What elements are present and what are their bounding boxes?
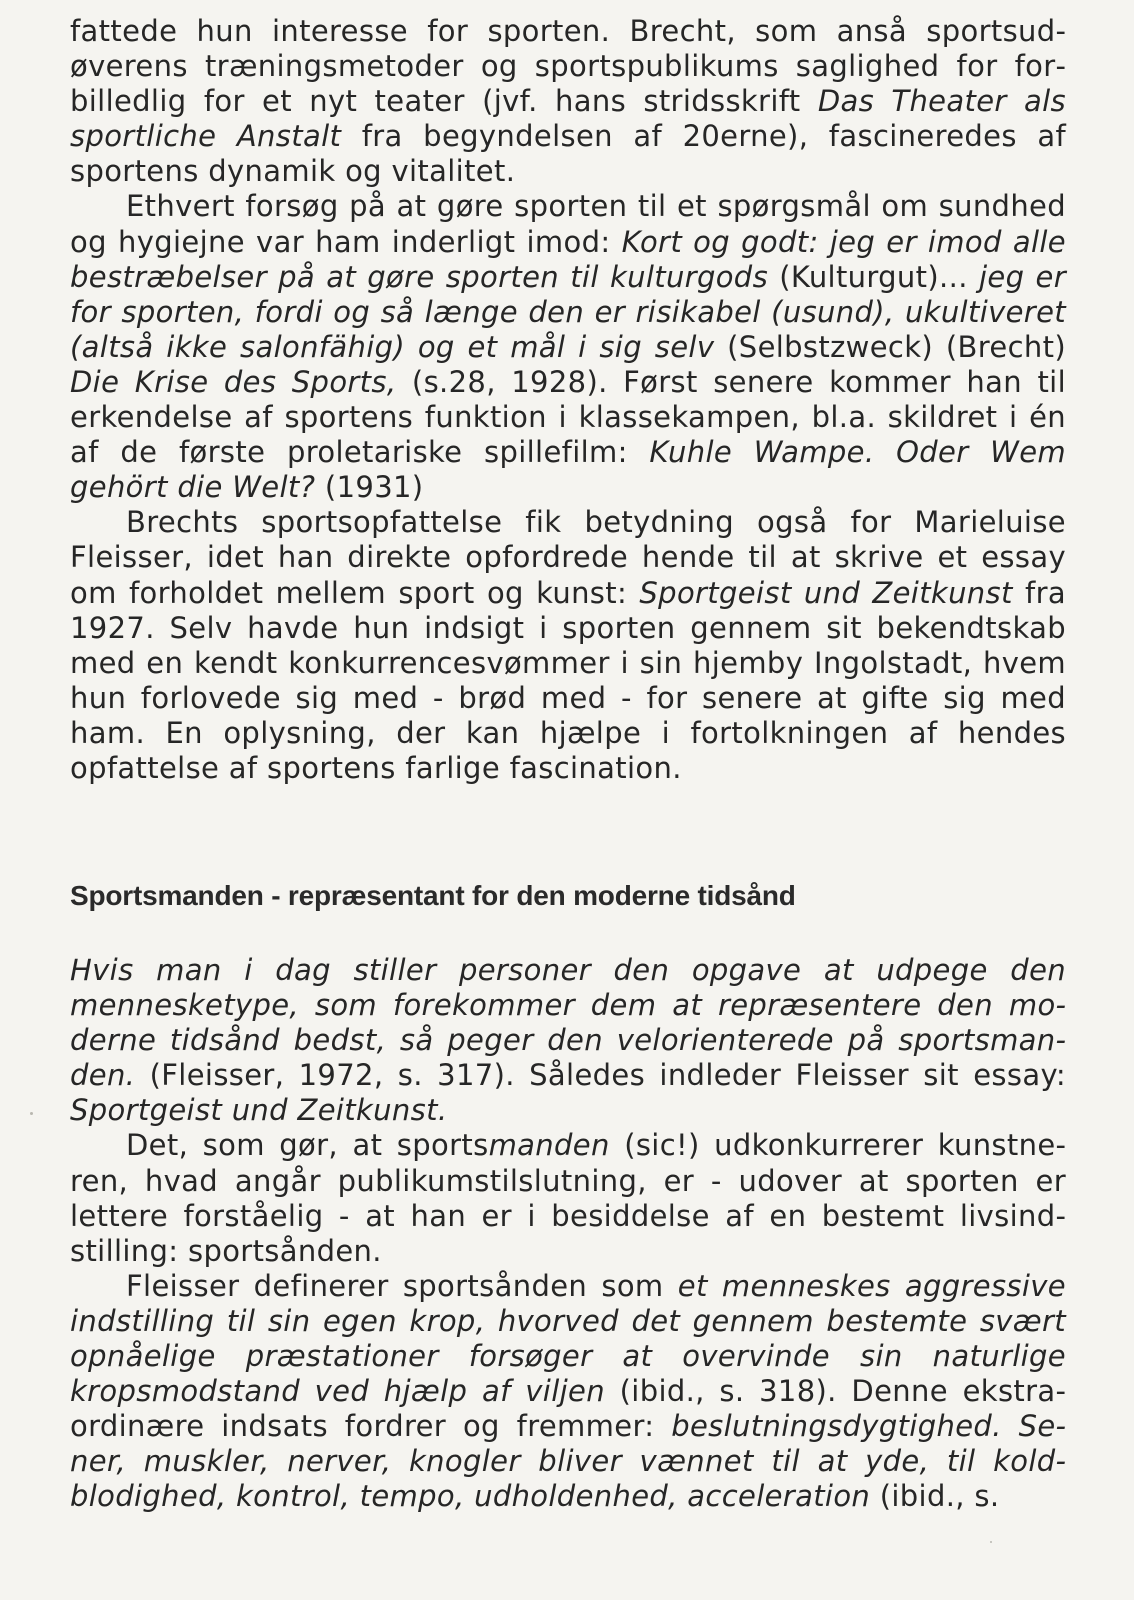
paragraph (70, 1269, 1066, 1515)
italic-text: et menneskes aggressive indstilling til sin egen krop, hvorved det gennem bestemte svært opnåelige præstationer forsøger at overvinde sin naturlige kropsmodstand ved hjælp af viljen (70, 1268, 1066, 1409)
italic-text: Kort og godt: jeg er imod alle bestræbelser på at gøre sporten til kulturgods (70, 224, 1066, 294)
paper-speck (990, 1541, 992, 1543)
text: (Fleisser, 1972, s. 317). Således indleder Fleisser sit essay: (135, 1058, 1066, 1093)
text: Brechts sportsopfattelse fik betydning også for Marieluise Fleisser, idet han direkte opfordrede hende til at skrive et essay om forholdet mellem sport og kunst: (70, 505, 1066, 610)
paragraph (70, 505, 1066, 786)
text: Fleisser definerer sportsånden som (126, 1268, 678, 1303)
paragraph (70, 14, 1066, 189)
italic-text: Sportgeist und Zeitkunst. (70, 1093, 448, 1128)
text: fra 1927. Selv havde hun indsigt i sporten gennem sit bekendtskab med en kendt konkurrencesvømmer i sin hjemby Ingolstadt, hvem hun forlovede sig med - brød med - for senere at gifte sig med ham. En oplysning, der kan hjælpe i fortolkningen af hendes opfattelse af sportens farlige fascination. (70, 575, 1066, 785)
text: (Kulturgut)... (768, 259, 979, 294)
text: fattede hun interesse for sporten. Brecht, som anså sportsudøverens træningsmetoder og sportspublikums saglighed for forbilledlig for et nyt teater (jvf. hans stridsskrift (70, 14, 1066, 119)
italic-text: Hvis man i dag stiller personer den opgave at udpege den mennesketype, som forekommer dem at repræsentere den moderne tidsånd bedst, så peger den velorienterede på sportsmanden. (70, 953, 1066, 1093)
italic-text: beslutningsdygtighed. Sener, muskler, nerver, knogler bliver vænnet til at yde, til koldblodighed, kontrol, tempo, udholdenhed, acceleration (70, 1409, 1067, 1514)
paper-speck (30, 1112, 33, 1115)
section-heading: Sportsmanden - repræsentant for den moderne tidsånd (70, 880, 796, 911)
text: fra begyndelsen af 20erne), fascineredes af sportens dynamik og vitalitet. (70, 119, 1067, 189)
italic-text: Das Theater als sportliche Anstalt (70, 84, 1066, 154)
text: (ibid., s. (870, 1479, 1000, 1514)
italic-text: Sportgeist und Zeitkunst (639, 575, 1013, 610)
text: Det, som gør, at sports (126, 1128, 489, 1163)
text: (sic!) udkonkurrerer kunstneren, hvad angår publikumstilslutning, er - udover at sporten er lettere forståelig - at han er i besiddelse af en bestemt livsindstilling: sportsånden. (70, 1128, 1066, 1268)
italic-text: Kuhle Wampe. Oder Wem gehört die Welt? (70, 435, 1066, 505)
text: (s.28, 1928). Først senere kommer han til erkendelse af sportens funktion i klassekampen, bl.a. skildret i én af de første proletariske spillefilm: (70, 364, 1066, 470)
italic-text: manden (488, 1128, 610, 1163)
body-text-bottom (70, 953, 1066, 1515)
text: (ibid., s. 318). Denne ekstraordinære indsats fordrer og fremmer: (70, 1374, 1066, 1444)
paragraph (70, 189, 1066, 505)
text: (1931) (315, 470, 424, 505)
text: (Selbstzweck) (Brecht) (714, 329, 1066, 364)
italic-text: Die Krise des Sports, (70, 364, 397, 399)
italic-text: jeg er for sporten, fordi og så længe den er risikabel (usund), ukultiveret (altså ikke salonfähig) og et mål i sig selv (70, 259, 1067, 364)
paragraph (70, 953, 1066, 1128)
body-text-top (70, 14, 1066, 786)
paragraph (70, 1128, 1066, 1268)
text: Ethvert forsøg på at gøre sporten til et spørgsmål om sundhed og hygiejne var ham inderligt imod: (70, 189, 1066, 259)
